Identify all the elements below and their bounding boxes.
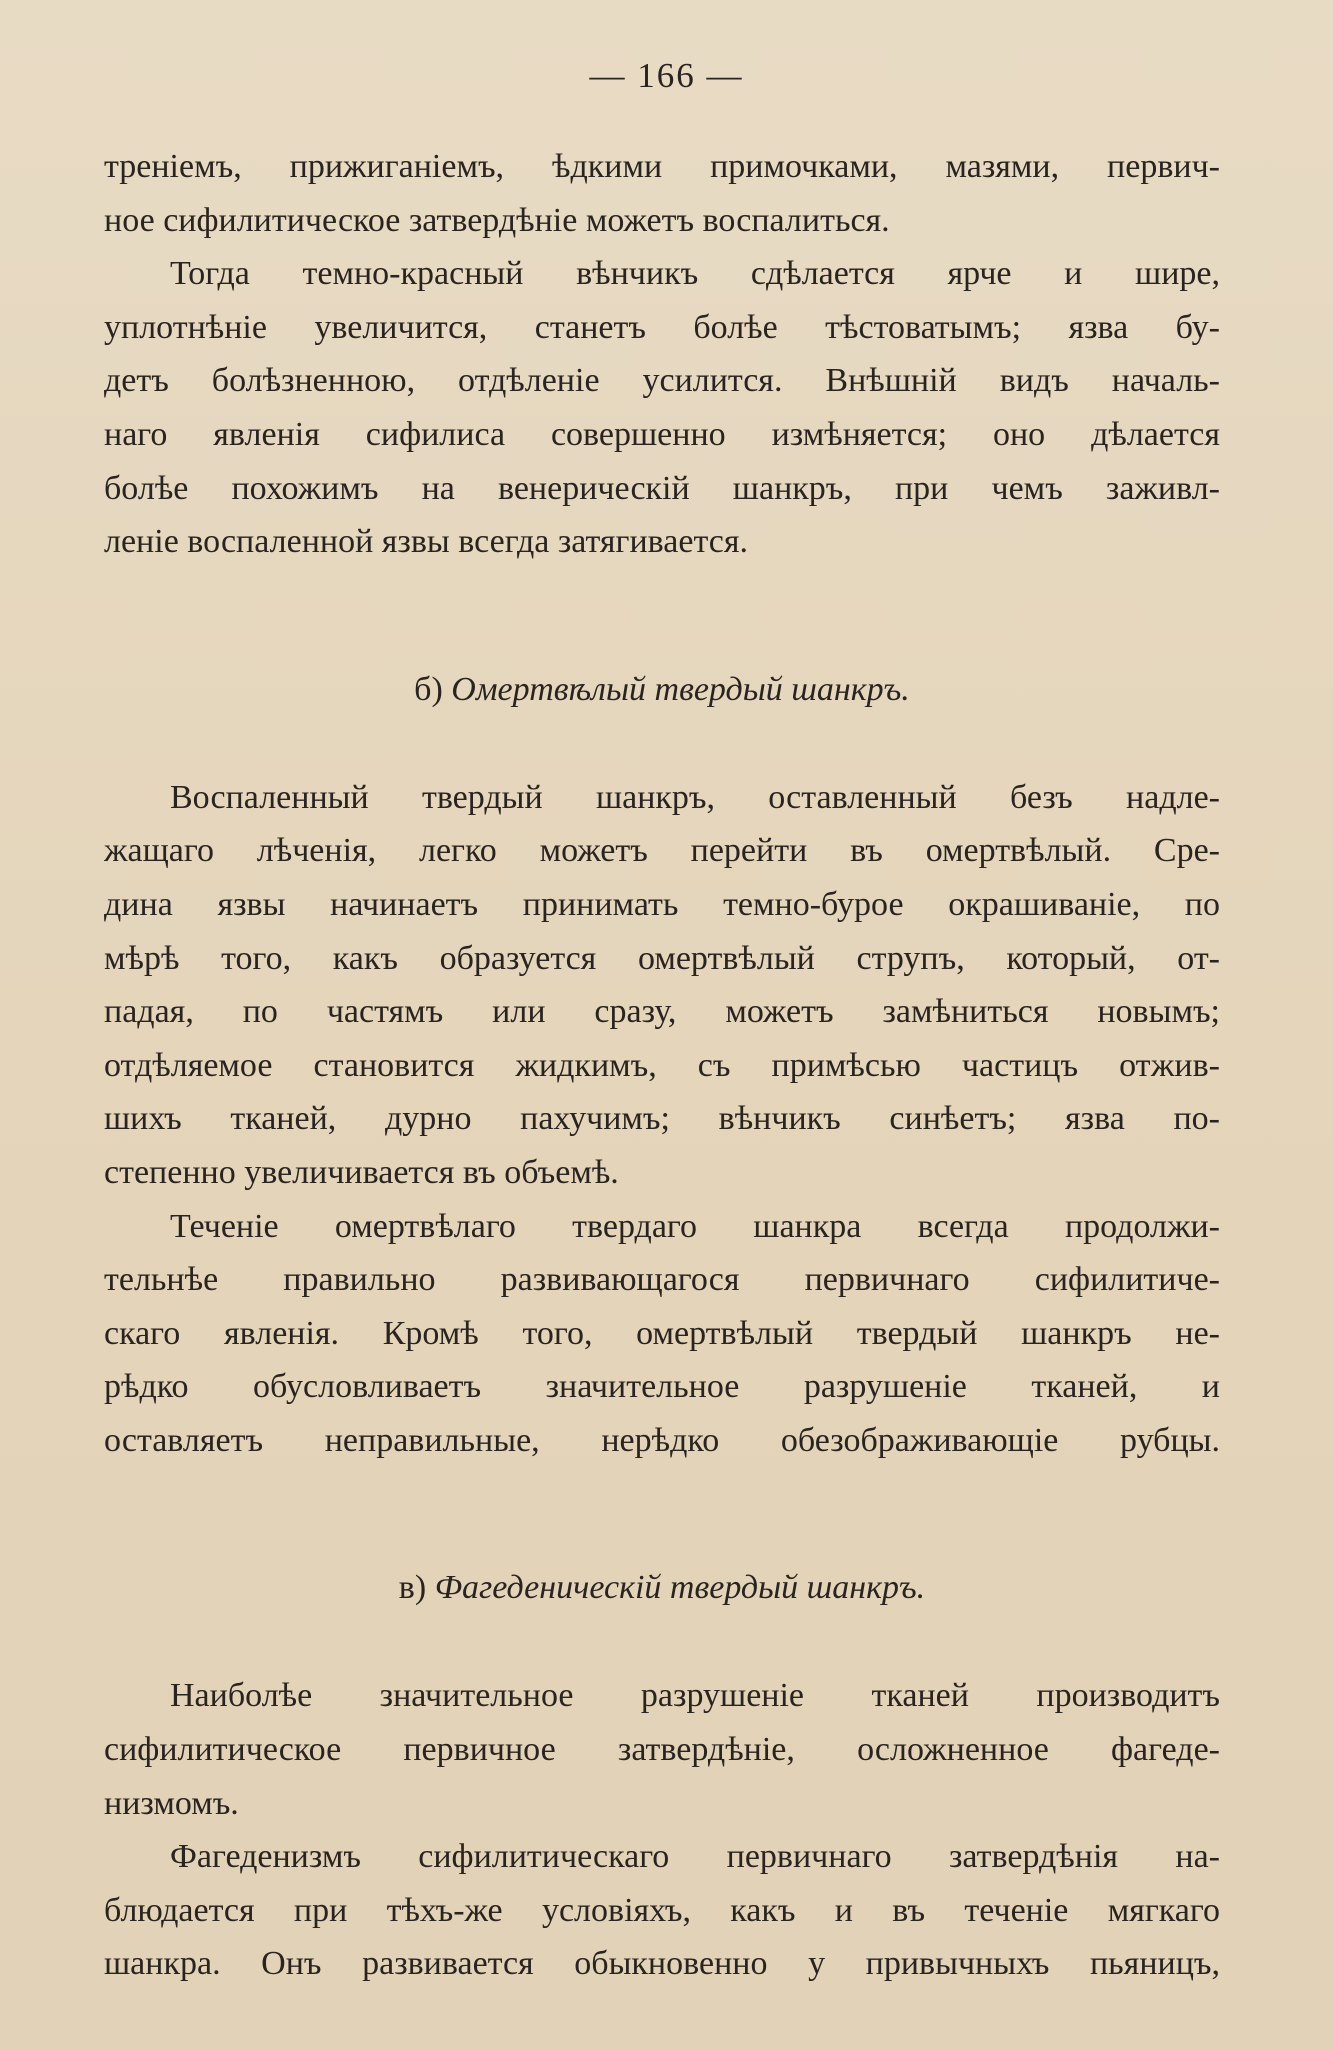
text-line: оставляетъ неправильные, нерѣдко обезображивающіе рубцы. bbox=[104, 1421, 1220, 1459]
text-line: дина язвы начинаетъ принимать темно-бурое окрашиваніе, по bbox=[104, 885, 1220, 923]
text-line: Фагеденизмъ сифилитическаго первичнаго затвердѣнія на- bbox=[170, 1838, 1220, 1876]
text-line: Тогда темно-красный вѣнчикъ сдѣлается ярче и шире, bbox=[170, 255, 1220, 293]
text-line: шихъ тканей, дурно пахучимъ; вѣнчикъ синѣетъ; язва по- bbox=[104, 1100, 1220, 1138]
text-line: степенно увеличивается въ объемѣ. bbox=[104, 1153, 619, 1191]
text-line: мѣрѣ того, какъ образуется омертвѣлый струпъ, который, от- bbox=[104, 939, 1220, 977]
text-line: шанкра. Онъ развивается обыкновенно у привычныхъ пьяницъ, bbox=[104, 1945, 1220, 1983]
paragraph bbox=[104, 771, 1220, 1200]
paragraph bbox=[104, 1200, 1220, 1468]
text-line: падая, по частямъ или сразу, можетъ замѣниться новымъ; bbox=[104, 993, 1220, 1031]
section-label: б) bbox=[414, 670, 443, 708]
section-heading-v bbox=[104, 1561, 1220, 1615]
paragraph bbox=[104, 140, 1220, 247]
text-line: низмомъ. bbox=[104, 1784, 239, 1822]
text-line: ное сифилитическое затвердѣніе можетъ воспалиться. bbox=[104, 201, 890, 239]
paragraph bbox=[104, 247, 1220, 569]
text-line: блюдается при тѣхъ-же условіяхъ, какъ и въ теченіе мягкаго bbox=[104, 1891, 1220, 1929]
text-line: уплотнѣніе увеличится, станетъ болѣе тѣстоватымъ; язва бу- bbox=[104, 308, 1220, 346]
text-line: Теченіе омертвѣлаго твердаго шанкра всегда продолжи- bbox=[170, 1207, 1220, 1245]
section-title: Омертвѣлый твердый шанкръ. bbox=[451, 670, 910, 708]
section-label: в) bbox=[398, 1569, 427, 1607]
section-heading-b bbox=[104, 663, 1220, 717]
text-line: леніе воспаленной язвы всегда затягивается. bbox=[104, 523, 748, 561]
text-line: отдѣляемое становится жидкимъ, съ примѣсью частицъ отжив- bbox=[104, 1046, 1220, 1084]
text-line: тельнѣе правильно развивающагося первичнаго сифилитиче- bbox=[104, 1261, 1220, 1299]
paragraph bbox=[104, 1830, 1220, 1991]
section-title: Фагеденическій твердый шанкръ. bbox=[434, 1569, 926, 1607]
text-line: жащаго лѣченія, легко можетъ перейти въ омертвѣлый. Сре- bbox=[104, 832, 1220, 870]
text-line: Наиболѣе значительное разрушеніе тканей производитъ bbox=[170, 1677, 1220, 1715]
paragraph bbox=[104, 1669, 1220, 1830]
text-line: треніемъ, прижиганіемъ, ѣдкими примочками, мазями, первич- bbox=[104, 148, 1220, 185]
text-line: Воспаленный твердый шанкръ, оставленный безъ надле- bbox=[170, 778, 1220, 816]
page-body bbox=[104, 140, 1220, 1991]
text-line: детъ болѣзненною, отдѣленіе усилится. Внѣшній видъ началь- bbox=[104, 362, 1220, 400]
page-number: — 166 — bbox=[589, 56, 744, 95]
text-line: рѣдко обусловливаетъ значительное разрушеніе тканей, и bbox=[104, 1368, 1220, 1406]
text-line: скаго явленія. Кромѣ того, омертвѣлый твердый шанкръ не- bbox=[104, 1314, 1220, 1352]
text-line: болѣе похожимъ на венерическій шанкръ, при чемъ заживл- bbox=[104, 469, 1220, 507]
text-line: сифилитическое первичное затвердѣніе, осложненное фагеде- bbox=[104, 1731, 1220, 1769]
text-line: наго явленія сифилиса совершенно измѣняется; оно дѣлается bbox=[104, 415, 1220, 453]
